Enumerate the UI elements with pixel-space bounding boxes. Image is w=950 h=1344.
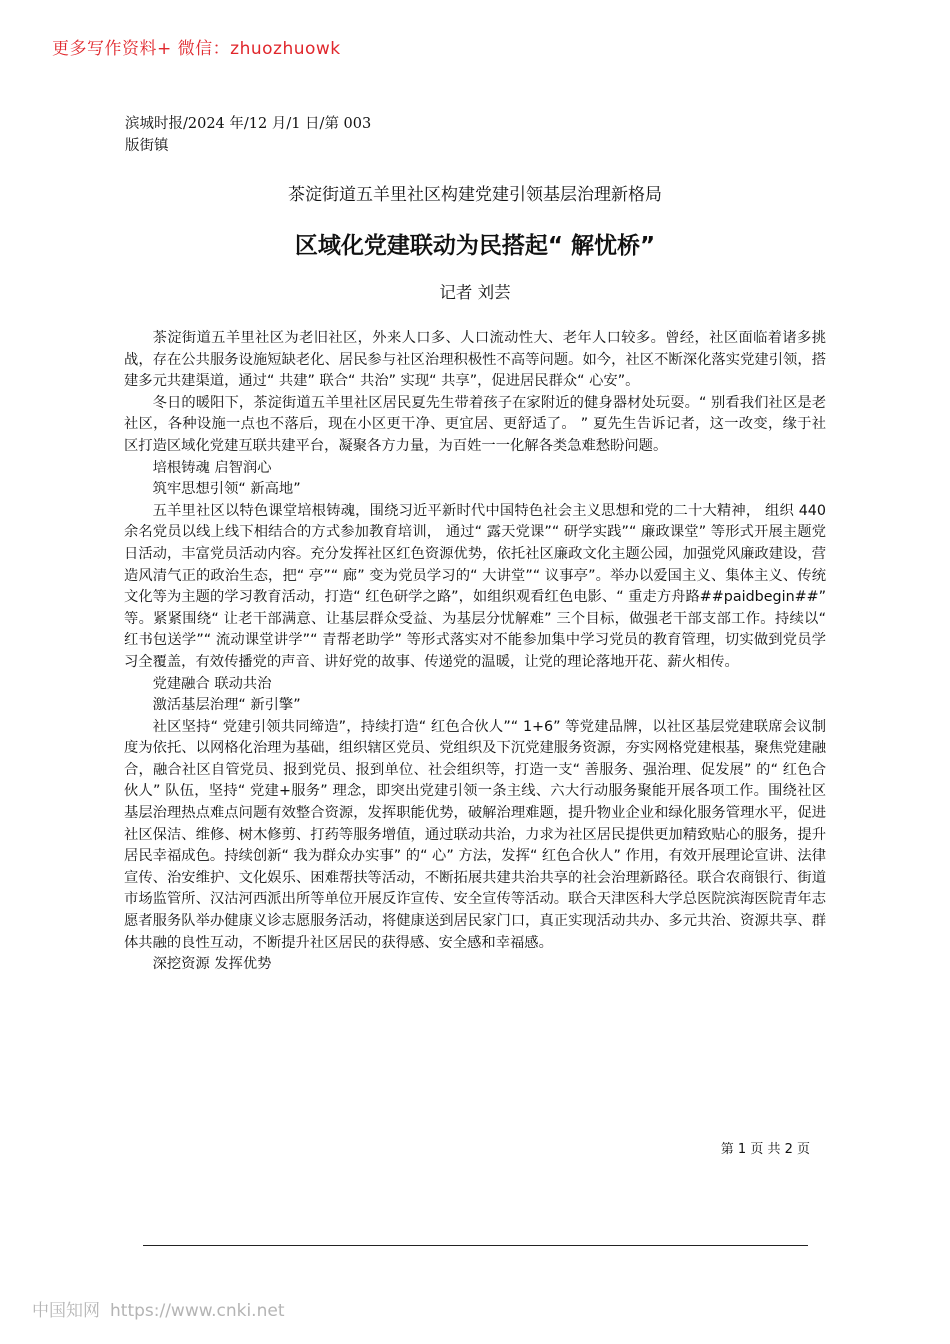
promo-banner: 更多写作资料+ 微信：zhuozhuowk	[52, 39, 341, 59]
article-title: 区域化党建联动为民搭起“ 解忧桥”	[294, 233, 656, 259]
section-heading: 党建融合 联动共治	[152, 675, 272, 692]
footer-divider	[143, 1245, 808, 1246]
body-paragraph: 冬日的暖阳下，茶淀街道五羊里社区居民夏先生带着孩子在家附近的健身器材处玩耍。“ 别看我们社区是老社区，各种设施一点也不落后，现在小区更干净、更宜居、更舒适了。 ” 夏先生告诉记者，这一改变，缘于社区打造区域化党建互联共建平台，凝聚各方力量，为百姓一一化解各类急难愁盼问题。	[124, 394, 826, 454]
cnki-watermark	[32, 1296, 294, 1321]
section-heading: 激活基层治理“ 新引擎”	[152, 697, 301, 714]
body-paragraph: 社区坚持“ 党建引领共同缔造”，持续打造“ 红色合伙人”“ 1+6” 等党建品牌，以社区基层党建联席会议制度为依托、以网格化治理为基础，组织辖区党员、党组织及下沉党建服务资源，夯实网格党建根基，聚焦党建融合，融合社区自管党员、报到党员、报到单位、社会组织等，打造一支“ 善服务、强治理、促发展” 的“ 红色合伙人” 队伍，坚持“ 党建+服务” 理念，即突出党建引领一条主线、六大行动服务聚能开展各项工作。围绕社区基层治理热点难点问题有效整合资源，发挥职能优势，破解治理难题，提升物业企业和绿化服务管理水平，促进社区保洁、维修、树木修剪、打药等服务增值，通过联动共治，力求为社区居民提供更加精致贴心的服务，提升居民幸福成色。持续创新“ 我为群众办实事” 的“ 心” 方法，发挥“ 红色合伙人” 作用，有效开展理论宣讲、法律宣传、治安维护、文化娱乐、困难帮扶等活动，不断拓展共建共治共享的社会治理新路径。联合农商银行、街道市场监管所、汉沽河西派出所等单位开展反诈宣传、安全宣传等活动。联合天津医科大学总医院滨海医院青年志愿者服务队举办健康义诊志愿服务活动，将健康送到居民家门口，真正实现活动共办、多元共治、资源共享、群体共融的良性互动，不断提升社区居民的获得感、安全感和幸福感。	[124, 718, 827, 951]
publication-meta	[125, 113, 425, 157]
section-heading: 筑牢思想引领“ 新高地”	[152, 481, 301, 498]
section-heading: 培根铸魂 启智润心	[152, 459, 272, 476]
article-byline: 记者 刘芸	[439, 283, 511, 302]
meta-line-2: 版街镇	[125, 138, 169, 154]
meta-line-1: 滨城时报/2024 年/12 月/1 日/第 003	[125, 116, 372, 132]
page-number: 第 1 页 共 2 页	[720, 1142, 810, 1157]
article-body	[124, 328, 826, 976]
section-heading: 深挖资源 发挥优势	[152, 956, 272, 973]
watermark-site-name: 中国知网	[32, 1301, 100, 1321]
body-paragraph: 五羊里社区以特色课堂培根铸魂，围绕习近平新时代中国特色社会主义思想和党的二十大精神， 组织 440 余名党员以线上线下相结合的方式参加教育培训， 通过“ 露天党课”“ 研学实践”“ 廉政课堂” 等形式开展主题党日活动，丰富党员活动内容。充分发挥社区红色资源优势，依托社区廉政文化主题公园，加强党风廉政建设，营造风清气正的政治生态，把“ 亭”“ 廊” 变为党员学习的“ 大讲堂”“ 议事亭”。举办以爱国主义、集体主义、传统文化等为主题的学习教育活动，打造“ 红色研学之路”，如组织观看红色电影、“ 重走方舟路##paidbegin##” 等。紧紧围绕“ 让老干部满意、让基层群众受益、为基层分忧解难” 三个目标，做强老干部支部工作。持续以“ 红书包送学”“ 流动课堂讲学”“ 青帮老助学” 等形式落实对不能参加集中学习党员的教育管理，切实做到党员学习全覆盖，有效传播党的声音、讲好党的故事、传递党的温暖，让党的理论落地开花、薪火相传。	[124, 502, 826, 670]
article-subtitle: 茶淀街道五羊里社区构建党建引领基层治理新格局	[288, 185, 662, 205]
watermark-url: https://www.cnki.net	[110, 1301, 285, 1321]
body-paragraph: 茶淀街道五羊里社区为老旧社区，外来人口多、人口流动性大、老年人口较多。曾经，社区面临着诸多挑战，存在公共服务设施短缺老化、居民参与社区治理积极性不高等问题。如今，社区不断深化落实党建引领，搭建多元共建渠道，通过“ 共建” 联合“ 共治” 实现“ 共享”，促进居民群众“ 心安”。	[124, 330, 826, 390]
